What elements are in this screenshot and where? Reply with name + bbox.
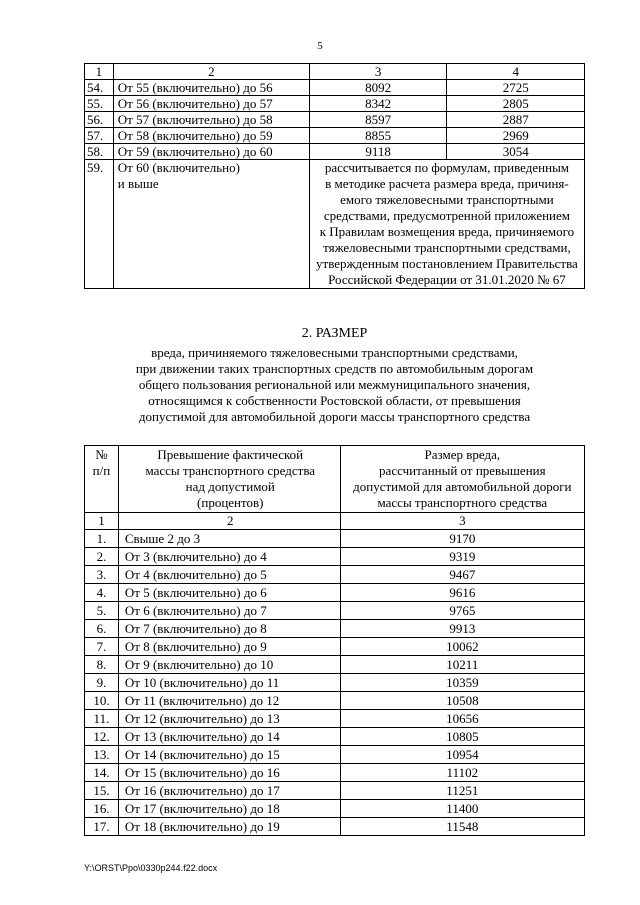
header-line: рассчитанный от превышения [379,463,546,478]
header-line: над допустимой [185,479,275,494]
row-range-label: От 16 (включительно) до 17 [118,782,340,800]
row-value: 11102 [340,764,584,782]
row-number: 13. [85,746,119,764]
subtitle-line: допустимой для автомобильной дороги массы транспортного средства [138,409,531,424]
table-row [85,620,585,638]
label-line: и выше [117,176,159,191]
row-range-label: От 11 (включительно) до 12 [118,692,340,710]
table-row [85,782,585,800]
row-range-label: От 57 (включительно) до 58 [113,112,309,128]
row-number: 58. [85,144,114,160]
row-number: 3. [85,566,119,584]
row-range-label: От 59 (включительно) до 60 [113,144,309,160]
row-value: 11400 [340,800,584,818]
header-cell: 1 [85,64,114,80]
header-line: (процентов) [197,495,264,510]
row-number: 15. [85,782,119,800]
header-line: допустимой для автомобильной дороги [353,479,572,494]
row-number: 56. [85,112,114,128]
section-heading [84,326,585,425]
row-number: 17. [85,818,119,836]
note-line: в методике расчета размера вреда, причиня- [325,176,569,191]
row-number: 16. [85,800,119,818]
row-value: 10359 [340,674,584,692]
table-row [85,160,585,289]
table-row [85,710,585,728]
row-number: 4. [85,584,119,602]
row-value: 10211 [340,656,584,674]
table-row [85,548,585,566]
header-line: Размер вреда, [424,447,501,462]
row-value: 9913 [340,620,584,638]
table-row [85,692,585,710]
section-subtitle [84,345,585,425]
row-number: 10. [85,692,119,710]
damage-table-continued [84,63,585,289]
header-number-cell [85,446,119,513]
row-range-label: От 7 (включительно) до 8 [118,620,340,638]
header-line: Превышение фактической [157,447,304,462]
row-value: 10656 [340,710,584,728]
row-range-label: От 17 (включительно) до 18 [118,800,340,818]
column-numbering-row [85,513,585,530]
row-range-label: От 14 (включительно) до 15 [118,746,340,764]
table-row [85,566,585,584]
header-damage-cell [340,446,584,513]
row-range-label: От 58 (включительно) до 59 [113,128,309,144]
row-range-label: От 10 (включительно) до 11 [118,674,340,692]
row-value: 9616 [340,584,584,602]
row-value: 11548 [340,818,584,836]
row-range-label: От 3 (включительно) до 4 [118,548,340,566]
subtitle-line: относящимся к собственности Ростовской области, от превышения [148,393,521,408]
note-line: емого тяжеловесными транспортными [340,192,554,207]
row-value: 9319 [340,548,584,566]
row-value: 10508 [340,692,584,710]
row-number: 7. [85,638,119,656]
section-title: 2. РАЗМЕР [301,326,368,341]
page-number: 5 [317,40,323,52]
row-range-label: От 4 (включительно) до 5 [118,566,340,584]
row-range-label: От 13 (включительно) до 14 [118,728,340,746]
row-value: 2725 [447,80,585,96]
table-row [85,818,585,836]
table-row [85,584,585,602]
subtitle-line: общего пользования региональной или межмуниципального значения, [138,377,531,392]
note-line: тяжеловесными транспортными средствами, [323,240,571,255]
table-row [85,638,585,656]
column-number: 2 [118,513,340,530]
row-range-label: Свыше 2 до 3 [118,530,340,548]
row-number: 5. [85,602,119,620]
header-line: массы транспортного средства [145,463,316,478]
subtitle-line: вреда, причиняемого тяжеловесными транспортными средствами, [151,345,518,360]
damage-table [84,445,585,836]
row-number: 8. [85,656,119,674]
note-line: утвержденным постановлением Правительства [316,256,578,271]
row-range-label: От 55 (включительно) до 56 [113,80,309,96]
table-header-row [85,446,585,513]
table-row [85,728,585,746]
row-value: 9170 [340,530,584,548]
row-value: 8342 [309,96,447,112]
row-range-label: От 8 (включительно) до 9 [118,638,340,656]
note-line: средствами, предусмотренной приложением [323,208,570,223]
row-value: 2887 [447,112,585,128]
row-number: 57. [85,128,114,144]
row-value: 10062 [340,638,584,656]
file-path-footer: Y:\ORST\Ppo\0330p244.f22.docx [84,863,218,873]
header-line: п/п [92,463,111,478]
note-line: рассчитывается по формулам, приведенным [324,160,570,175]
row-number: 55. [85,96,114,112]
row-value: 2805 [447,96,585,112]
row-number: 9. [85,674,119,692]
row-value: 3054 [447,144,585,160]
table-row [85,96,585,112]
table-row [85,746,585,764]
table-row [85,656,585,674]
table-row [85,800,585,818]
row-number: 12. [85,728,119,746]
column-number: 3 [340,513,584,530]
row-value: 2969 [447,128,585,144]
label-line: От 60 (включительно) [117,160,240,175]
table-row [85,128,585,144]
note-line: Российской Федерации от 31.01.2020 № 67 [328,272,566,287]
table-row [85,530,585,548]
table-row [85,764,585,782]
header-cell: 4 [447,64,585,80]
row-value: 11251 [340,782,584,800]
row-value: 8092 [309,80,447,96]
row-number: 6. [85,620,119,638]
row-range-label [113,160,309,289]
table-row [85,674,585,692]
header-excess-cell [118,446,340,513]
row-value: 9765 [340,602,584,620]
header-line: массы транспортного средства [377,495,548,510]
row-range-label: От 18 (включительно) до 19 [118,818,340,836]
row-value: 8597 [309,112,447,128]
table-row [85,144,585,160]
row-range-label: От 5 (включительно) до 6 [118,584,340,602]
row-number: 14. [85,764,119,782]
header-line: № [95,447,108,462]
row-number: 59. [85,160,114,289]
column-number: 1 [85,513,119,530]
row-value: 10954 [340,746,584,764]
row-value: 9467 [340,566,584,584]
header-cell: 2 [113,64,309,80]
note-line: к Правилам возмещения вреда, причиняемого [319,224,575,239]
formula-note [309,160,584,289]
row-number: 2. [85,548,119,566]
row-value: 10805 [340,728,584,746]
header-cell: 3 [309,64,447,80]
table-row [85,112,585,128]
row-range-label: От 12 (включительно) до 13 [118,710,340,728]
subtitle-line: при движении таких транспортных средств по автомобильным дорогам [135,361,534,376]
row-value: 8855 [309,128,447,144]
row-range-label: От 6 (включительно) до 7 [118,602,340,620]
row-number: 1. [85,530,119,548]
row-range-label: От 15 (включительно) до 16 [118,764,340,782]
table-row [85,80,585,96]
row-range-label: От 56 (включительно) до 57 [113,96,309,112]
table-row [85,602,585,620]
row-range-label: От 9 (включительно) до 10 [118,656,340,674]
row-value: 9118 [309,144,447,160]
row-number: 54. [85,80,114,96]
table-header-row [85,64,585,80]
row-number: 11. [85,710,119,728]
